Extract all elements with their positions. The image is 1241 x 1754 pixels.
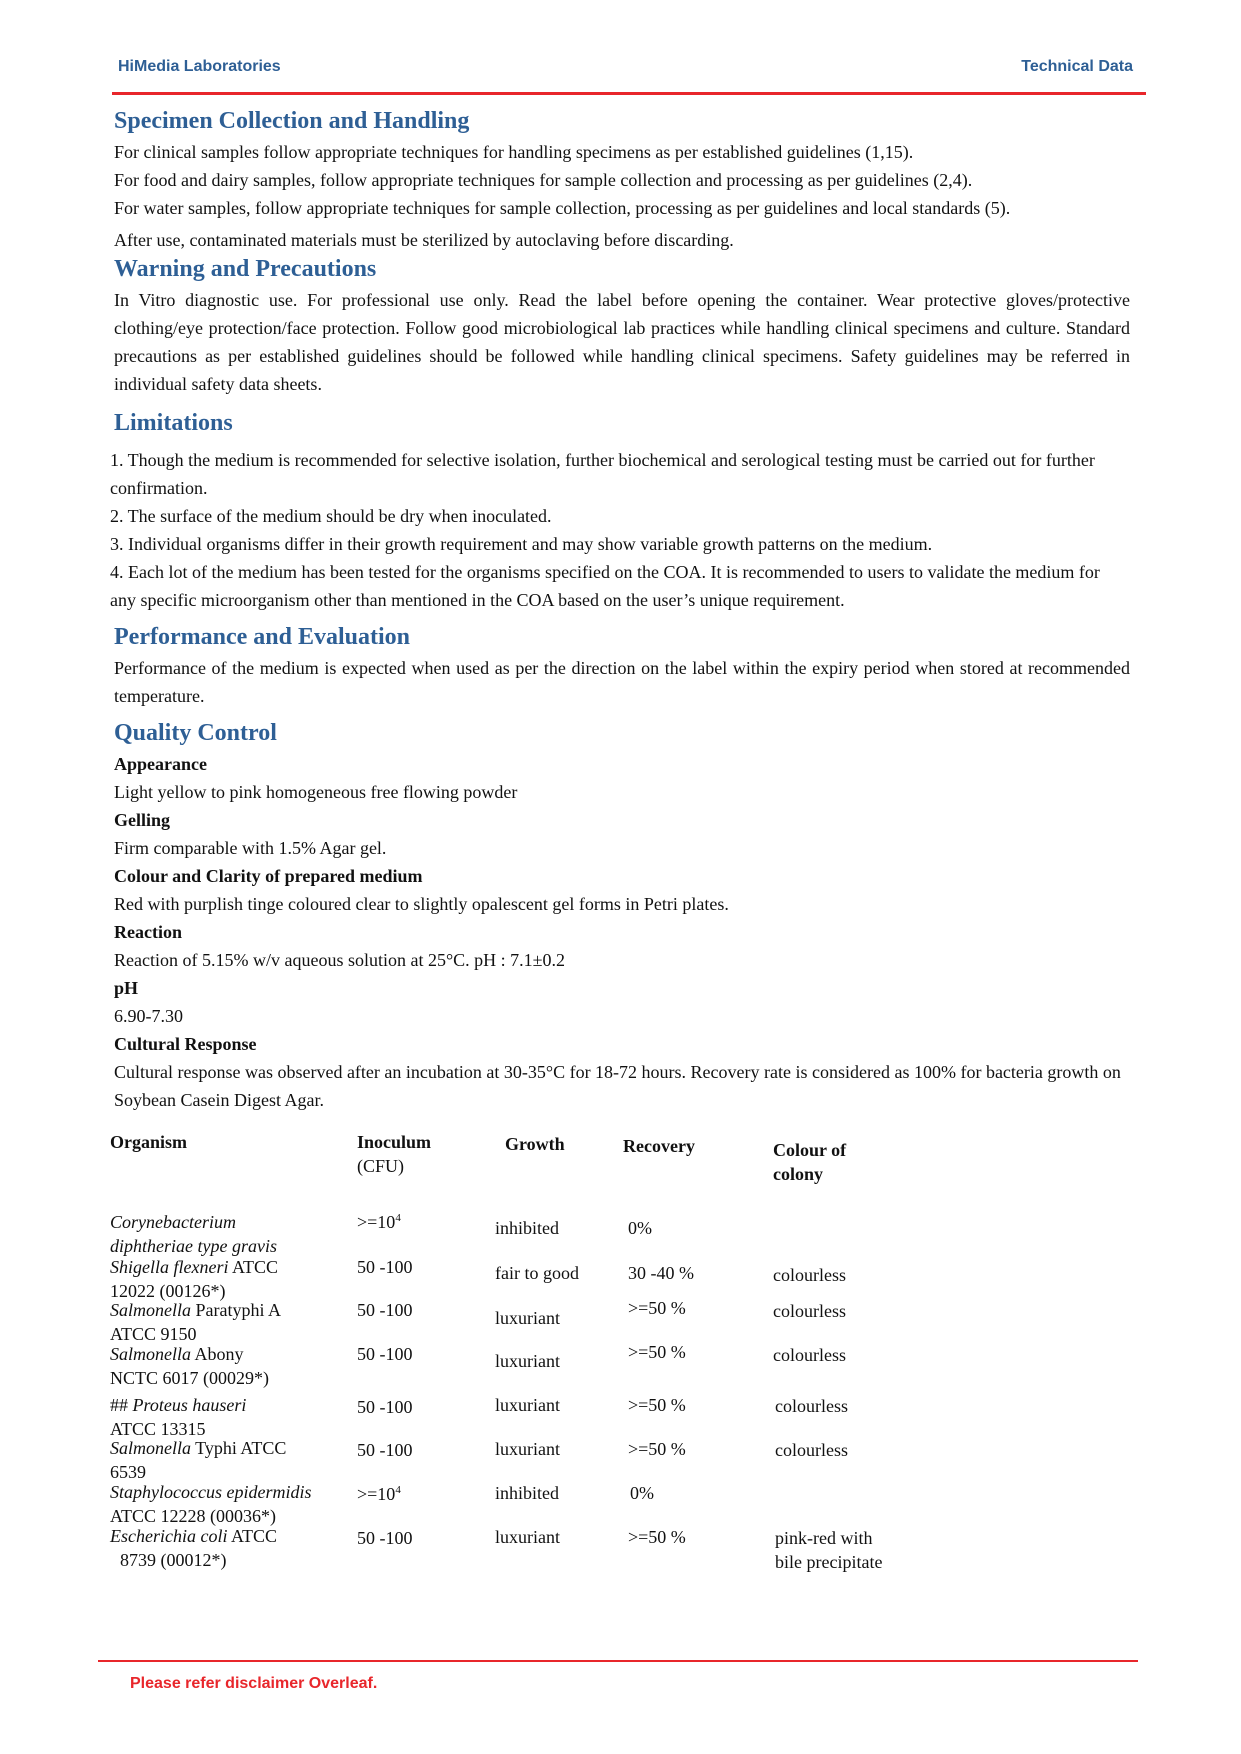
colour-clarity-value: Red with purplish tinge coloured clear to slightly opalescent gel forms in Petri plates. — [114, 894, 729, 914]
growth-cell: inhibited — [495, 1483, 559, 1503]
limitation-item: 2. The surface of the medium should be dry when inoculated. — [110, 506, 552, 526]
organism-name: Proteus hauseri — [132, 1395, 247, 1415]
header-company: HiMedia Laboratories — [118, 58, 281, 75]
recovery-cell: 0% — [628, 1218, 652, 1238]
footer-divider — [98, 1660, 1138, 1662]
table-row: Salmonella Abony NCTC 6017 (00029*) — [110, 1344, 269, 1388]
ph-value: 6.90-7.30 — [114, 1006, 183, 1026]
colour-cell: colourless — [773, 1301, 846, 1321]
col-header-colour-line1: Colour of — [773, 1140, 847, 1160]
recovery-cell: >=50 % — [628, 1342, 686, 1362]
table-row: Salmonella Typhi ATCC 6539 — [110, 1438, 287, 1482]
inoculum-cell: 50 -100 — [357, 1397, 413, 1417]
colour-cell: colourless — [773, 1345, 846, 1365]
table-row: Shigella flexneri ATCC 12022 (00126*) — [110, 1257, 278, 1301]
growth-cell: luxuriant — [495, 1395, 560, 1415]
gelling-label: Gelling — [114, 810, 171, 830]
section-title-specimen: Specimen Collection and Handling — [114, 108, 470, 134]
table-row: Escherichia coli ATCC 8739 (00012*) — [110, 1526, 277, 1570]
disclaimer-note: Please refer disclaimer Overleaf. — [130, 1675, 378, 1692]
specimen-line: For clinical samples follow appropriate techniques for handling specimens as per established guidelines (1,15). — [114, 142, 914, 162]
recovery-cell: >=50 % — [628, 1395, 686, 1415]
col-header-organism: Organism — [110, 1132, 188, 1152]
limitation-item: 4. Each lot of the medium has been tested for the organisms specified on the COA. It is recommended to users to validate the medium for any specific microorganism other than mentioned in the COA based on the user’s unique requirement. — [110, 562, 1100, 610]
organism-name-line2: diphtheriae type gravis — [110, 1236, 277, 1256]
appearance-value: Light yellow to pink homogeneous free flowing powder — [114, 782, 518, 802]
main-content — [110, 104, 1130, 1114]
organism-name: Corynebacterium — [110, 1212, 236, 1232]
growth-cell: inhibited — [495, 1218, 559, 1238]
reaction-value: Reaction of 5.15% w/v aqueous solution at 25°C. pH : 7.1±0.2 — [114, 950, 566, 970]
cultural-response-text: Cultural response was observed after an incubation at 30-35°C for 18-72 hours. Recovery rate is considered as 100% for bacteria growth on Soybean Casein Digest Agar. — [114, 1062, 1121, 1110]
recovery-cell: >=50 % — [628, 1439, 686, 1459]
header-doc-type: Technical Data — [1021, 58, 1133, 75]
col-header-growth: Growth — [505, 1134, 565, 1154]
limitation-item: 3. Individual organisms differ in their growth requirement and may show variable growth patterns on the medium. — [110, 534, 933, 554]
specimen-line: For food and dairy samples, follow appropriate techniques for sample collection and processing as per guidelines (2,4). — [114, 170, 973, 190]
inoculum-cell: 50 -100 — [357, 1528, 413, 1548]
organism-name: Shigella flexneri — [110, 1257, 229, 1277]
table-row: ## Proteus hauseri ATCC 13315 — [110, 1395, 247, 1439]
specimen-line: After use, contaminated materials must be sterilized by autoclaving before discarding. — [114, 230, 734, 250]
reaction-label: Reaction — [114, 922, 182, 942]
organism-name: Salmonella — [110, 1300, 191, 1320]
ph-label: pH — [114, 978, 139, 998]
table-row: Staphylococcus epidermidis ATCC 12228 (00036*) — [110, 1482, 312, 1526]
header-divider — [112, 92, 1146, 95]
limitations-list — [110, 446, 1130, 614]
section-title-limitations: Limitations — [114, 410, 233, 436]
inoculum-cell: 50 -100 — [357, 1440, 413, 1460]
growth-cell: luxuriant — [495, 1527, 560, 1547]
inoculum-cell: $>=10^4$ — [357, 1212, 401, 1232]
table-row — [110, 1210, 277, 1258]
colour-cell: pink-red with bile precipitate — [775, 1528, 883, 1572]
col-header-colour-line2: colony — [773, 1164, 824, 1184]
colour-cell: colourless — [775, 1440, 848, 1460]
specimen-line: For water samples, follow appropriate techniques for sample collection, processing as per guidelines and local standards (5). — [114, 198, 1011, 218]
col-header-recovery: Recovery — [623, 1136, 695, 1156]
recovery-cell: 0% — [630, 1483, 654, 1503]
col-header-inoculum-line1: Inoculum — [357, 1132, 432, 1152]
warning-text: In Vitro diagnostic use. For professional use only. Read the label before opening the container. Wear protective gloves/protective clothing/eye protection/face protection. Follow good microbiological lab practices while handling clinical specimens and culture. Standard precautions as per established guidelines should be followed while handling clinical specimens. Safety guidelines may be referred in individual safety data sheets. — [114, 290, 1130, 394]
col-header-inoculum — [357, 1130, 431, 1178]
table-row: Salmonella Paratyphi A ATCC 9150 — [110, 1300, 281, 1344]
colour-clarity-label: Colour and Clarity of prepared medium — [114, 866, 423, 886]
col-header-colour — [773, 1138, 846, 1186]
section-title-quality-control: Quality Control — [114, 720, 277, 746]
colour-cell: colourless — [775, 1396, 848, 1416]
gelling-value: Firm comparable with 1.5% Agar gel. — [114, 838, 387, 858]
appearance-label: Appearance — [114, 754, 207, 774]
growth-cell: luxuriant — [495, 1308, 560, 1328]
organism-name: Escherichia coli — [110, 1526, 228, 1546]
cultural-response-label: Cultural Response — [114, 1034, 257, 1054]
growth-cell: luxuriant — [495, 1439, 560, 1459]
section-title-warning: Warning and Precautions — [114, 256, 377, 282]
recovery-cell: 30 -40 % — [628, 1263, 694, 1283]
recovery-cell: >=50 % — [628, 1298, 686, 1318]
growth-cell: luxuriant — [495, 1351, 560, 1371]
recovery-cell: >=50 % — [628, 1527, 686, 1547]
section-title-performance: Performance and Evaluation — [114, 624, 410, 650]
inoculum-cell: $>=10^4$ — [357, 1484, 401, 1504]
organism-name: Staphylococcus epidermidis — [110, 1482, 312, 1502]
col-header-inoculum-line2: (CFU) — [357, 1156, 405, 1176]
colour-cell: colourless — [773, 1265, 846, 1285]
organism-name: Salmonella — [110, 1438, 191, 1458]
inoculum-cell: 50 -100 — [357, 1257, 413, 1277]
performance-text: Performance of the medium is expected when used as per the direction on the label within the expiry period when stored at recommended temperature. — [114, 658, 1130, 706]
growth-cell: fair to good — [495, 1263, 579, 1283]
organism-name: Salmonella — [110, 1344, 191, 1364]
limitation-item: 1. Though the medium is recommended for selective isolation, further biochemical and serological testing must be carried out for further confirmation. — [110, 450, 1095, 498]
inoculum-cell: 50 -100 — [357, 1344, 413, 1364]
inoculum-cell: 50 -100 — [357, 1300, 413, 1320]
